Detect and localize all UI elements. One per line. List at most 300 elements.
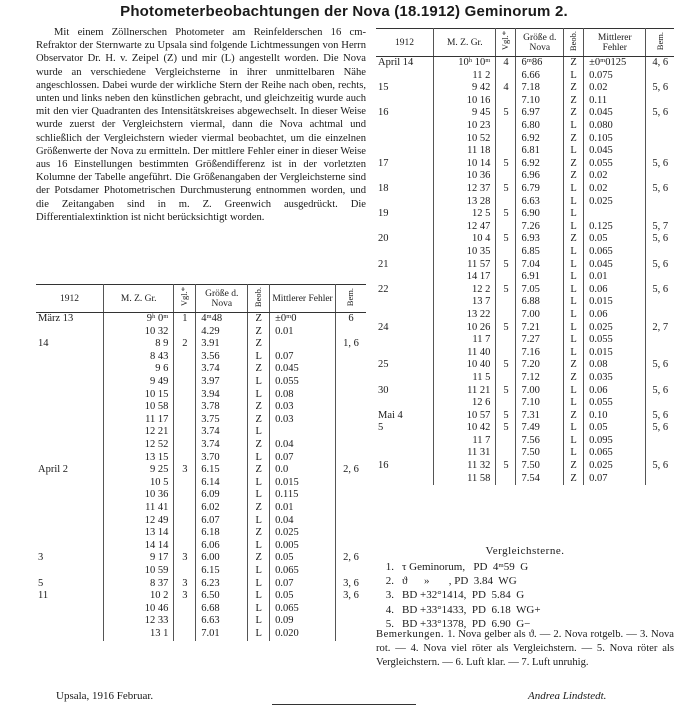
cell-mag: 7.56 (516, 435, 564, 448)
cell-beob: L (564, 435, 584, 448)
cell-date (376, 309, 434, 322)
cell-vgl (496, 447, 516, 460)
cell-vgl (496, 196, 516, 209)
cell-bem: 5, 6 (646, 233, 674, 246)
cell-mag: 6.79 (516, 183, 564, 196)
cell-err: 0.08 (270, 389, 336, 402)
col-err: Mittlerer Fehler (584, 29, 646, 57)
table-row (376, 347, 674, 360)
cell-err: 0.055 (584, 158, 646, 171)
comparison-star-text: ϑ » , PD 3.84 WG (402, 575, 517, 588)
cell-date: 14 (38, 338, 49, 350)
cell-beob: Z (564, 170, 584, 183)
cell-date (36, 439, 104, 452)
cell-beob: Z (564, 410, 584, 423)
table-header-row (36, 285, 366, 313)
cell-date: 25 (378, 359, 389, 371)
cell-bem (335, 363, 366, 376)
intro-text: Mit einem Zöllnerschen Photometer am Reinfelderschen 16 cm-Refraktor der Sternwarte zu Upsala sind folgende Lichtmessungen von Herrn Observator Dr. H. v. Zeipel (Z) und mir (L) angestellt worden. Die Nova wurde an verschiedene Vergleichsterne in ihrer unmittelbaren Nähe angeschlossen. Dabei wurde der wirkliche Stern der Reihe nach oben, rechts, unten und links neben den künstlichen gebracht, und gleichzeitig wurde auch mit den vier Quadranten des Intensitätskreises abgewechselt. In dieser Weise wurde zuerst der Vergleichstern viermal, dann die Nova achtmal und schließlich der Vergleichstern wieder viermal beobachtet, um die einzelnen Größenwerte der Nova zu ermitteln. Der mittlere Fehler einer in dieser Weise aus 16 Einstellungen bestimmten Größendifferenz ist in der vorletzten Kolumne der Tabelle angeführt. Die Größenangaben der Vergleichsterne sind der Potsdamer Photometrischen Durchmusterung entnommen worden, und die Zeitangaben sind in m. Z. Greenwich ausgedrückt. Die Differentialextinktion ist nicht berücksichtigt worden. (36, 27, 366, 223)
comparison-star-number: 5. (385, 617, 394, 630)
cell-bem: 5, 6 (646, 259, 674, 272)
cell-date: 24 (378, 321, 389, 333)
cell-bem (646, 271, 674, 284)
table-row (36, 540, 366, 553)
cell-time: 12 33 (104, 615, 174, 628)
comparison-star-text: BD +33°1433, PD 6.18 WG+ (402, 603, 541, 616)
comparison-list (376, 560, 674, 631)
cell-beob: Z (248, 338, 270, 351)
table-row (376, 422, 674, 435)
cell-mag: 7.26 (516, 221, 564, 234)
cell-bem (646, 347, 674, 360)
cell-vgl (496, 120, 516, 133)
cell-beob: L (564, 70, 584, 83)
cell-time: 10 14 (434, 158, 496, 171)
cell-vgl (174, 615, 196, 628)
cell-beob: Z (564, 158, 584, 171)
cell-beob: L (564, 284, 584, 297)
cell-vgl (496, 473, 516, 486)
cell-time: 10 46 (104, 603, 174, 616)
cell-mag: 4ᵐ48 (196, 313, 248, 326)
cell-date (36, 477, 104, 490)
cell-bem: 6 (335, 313, 366, 326)
cell-err: 0.07 (270, 452, 336, 465)
cell-date (376, 473, 434, 486)
cell-date (376, 347, 434, 360)
cell-date (36, 515, 104, 528)
cell-err: 0.10 (584, 410, 646, 423)
cell-vgl (174, 376, 196, 389)
cell-bem (646, 334, 674, 347)
cell-date (36, 540, 104, 553)
cell-vgl: 4 (496, 57, 516, 70)
cell-vgl (174, 401, 196, 414)
cell-vgl (174, 363, 196, 376)
cell-date (36, 452, 104, 465)
cell-mag: 7.18 (516, 82, 564, 95)
cell-bem (335, 603, 366, 616)
cell-err: 0.07 (270, 578, 336, 591)
cell-beob: L (564, 385, 584, 398)
observations-table-left (36, 284, 366, 641)
cell-beob: L (564, 296, 584, 309)
cell-bem: 5, 6 (646, 410, 674, 423)
cell-vgl (174, 515, 196, 528)
cell-bem: 2, 7 (646, 322, 674, 335)
cell-err: 0.02 (584, 170, 646, 183)
cell-beob: L (564, 246, 584, 259)
cell-vgl (174, 540, 196, 553)
cell-time: 8 43 (104, 351, 174, 364)
cell-time: 9 17 (104, 552, 174, 565)
cell-time: 9ʰ 0ᵐ (104, 313, 174, 326)
cell-time: 10 36 (434, 170, 496, 183)
cell-err: 0.06 (584, 385, 646, 398)
cell-mag: 7.00 (516, 385, 564, 398)
cell-bem (335, 389, 366, 402)
cell-err: 0.05 (584, 233, 646, 246)
cell-beob: L (248, 452, 270, 465)
cell-err: 0.055 (584, 397, 646, 410)
cell-err: 0.08 (584, 359, 646, 372)
cell-time: 10 52 (434, 133, 496, 146)
cell-vgl (496, 145, 516, 158)
table-row (376, 133, 674, 146)
cell-beob: L (248, 615, 270, 628)
cell-err: 0.05 (584, 422, 646, 435)
cell-time: 10 40 (434, 359, 496, 372)
cell-bem: 4, 6 (646, 57, 674, 70)
cell-vgl (496, 221, 516, 234)
cell-vgl: 5 (496, 410, 516, 423)
table-row (36, 414, 366, 427)
cell-beob: L (564, 120, 584, 133)
table-row (376, 284, 674, 297)
cell-date (36, 502, 104, 515)
cell-vgl (496, 334, 516, 347)
cell-vgl (496, 435, 516, 448)
cell-time: 10 58 (104, 401, 174, 414)
cell-err: 0.01 (584, 271, 646, 284)
cell-beob: L (248, 578, 270, 591)
cell-beob: Z (248, 401, 270, 414)
cell-time: 13 28 (434, 196, 496, 209)
table-row (376, 145, 674, 158)
cell-time: 11 7 (434, 435, 496, 448)
cell-date (376, 120, 434, 133)
table-row (376, 107, 674, 120)
cell-time: 10 15 (104, 389, 174, 402)
cell-mag: 7.50 (516, 460, 564, 473)
table-row (36, 452, 366, 465)
cell-vgl (174, 527, 196, 540)
cell-vgl: 5 (496, 158, 516, 171)
cell-mag: 6.02 (196, 502, 248, 515)
cell-vgl (174, 439, 196, 452)
cell-time: 9 42 (434, 82, 496, 95)
cell-bem (646, 95, 674, 108)
cell-bem (646, 296, 674, 309)
comparison-star-text: BD +33°1378, PD 6.90 G− (402, 617, 531, 630)
table-row (36, 628, 366, 641)
cell-vgl (496, 246, 516, 259)
table-row (36, 376, 366, 389)
cell-time: 9 6 (104, 363, 174, 376)
cell-err: 0.105 (584, 133, 646, 146)
cell-err: 0.115 (270, 489, 336, 502)
cell-date (376, 221, 434, 234)
cell-mag: 7.01 (196, 628, 248, 641)
comparison-star-item (376, 588, 674, 602)
cell-mag: 3.97 (196, 376, 248, 389)
cell-mag: 6.93 (516, 233, 564, 246)
cell-vgl (174, 489, 196, 502)
cell-bem (335, 401, 366, 414)
cell-err: 0.025 (584, 196, 646, 209)
cell-mag: 6.97 (516, 107, 564, 120)
cell-err: 0.05 (270, 552, 336, 565)
cell-bem (335, 540, 366, 553)
cell-beob: Z (564, 359, 584, 372)
cell-vgl: 3 (174, 578, 196, 591)
cell-beob: Z (564, 460, 584, 473)
cell-date: 21 (378, 258, 389, 270)
cell-time: 13 14 (104, 527, 174, 540)
cell-vgl (496, 170, 516, 183)
cell-date (376, 435, 434, 448)
table-row (36, 326, 366, 339)
cell-mag: 3.94 (196, 389, 248, 402)
cell-date (376, 70, 434, 83)
cell-bem (335, 376, 366, 389)
cell-bem: 5, 6 (646, 460, 674, 473)
cell-mag: 7.12 (516, 372, 564, 385)
table-row (376, 372, 674, 385)
cell-beob: Z (564, 233, 584, 246)
cell-time: 13 7 (434, 296, 496, 309)
cell-beob: L (564, 208, 584, 221)
cell-vgl (496, 397, 516, 410)
cell-date (376, 246, 434, 259)
cell-beob: Z (248, 313, 270, 326)
cell-vgl (174, 414, 196, 427)
cell-time: 10 36 (104, 489, 174, 502)
cell-date (36, 615, 104, 628)
cell-bem: 5, 6 (646, 158, 674, 171)
cell-date: 5 (378, 422, 384, 434)
cell-bem: 3, 6 (335, 578, 366, 591)
cell-vgl: 5 (496, 422, 516, 435)
cell-date: 19 (378, 208, 389, 220)
table-row (376, 57, 674, 70)
cell-beob: L (564, 309, 584, 322)
table-body-left (36, 313, 366, 641)
cell-mag: 6.66 (516, 70, 564, 83)
table-row (376, 296, 674, 309)
col-mag: Größe d. Nova (516, 29, 564, 57)
col-vgl: Vgl.* (174, 285, 196, 313)
table-row (36, 477, 366, 490)
table-row (376, 259, 674, 272)
cell-time: 13 1 (104, 628, 174, 641)
cell-time: 12 49 (104, 515, 174, 528)
table-row (376, 410, 674, 423)
cell-vgl: 4 (496, 82, 516, 95)
comparison-star-number: 1. (385, 561, 394, 573)
cell-bem (646, 246, 674, 259)
cell-vgl: 3 (174, 464, 196, 477)
table-row (376, 246, 674, 259)
col-time: M. Z. Gr. (434, 29, 496, 57)
cell-date: April 2 (38, 464, 69, 476)
table-row (36, 565, 366, 578)
cell-vgl: 2 (174, 338, 196, 351)
cell-bem (335, 565, 366, 578)
cell-date (376, 170, 434, 183)
cell-beob: L (564, 183, 584, 196)
cell-err: 0.055 (584, 334, 646, 347)
cell-beob: L (248, 426, 270, 439)
cell-vgl (496, 70, 516, 83)
col-time: M. Z. Gr. (104, 285, 174, 313)
cell-beob: Z (248, 527, 270, 540)
cell-mag: 6.92 (516, 133, 564, 146)
cell-time: 9 49 (104, 376, 174, 389)
cell-beob: Z (564, 82, 584, 95)
table-row (376, 233, 674, 246)
cell-time: 11 58 (434, 473, 496, 486)
cell-err: 0.11 (584, 95, 646, 108)
cell-time: 10 2 (104, 590, 174, 603)
cell-time: 10 57 (434, 410, 496, 423)
table-row (376, 221, 674, 234)
table-row (376, 322, 674, 335)
cell-bem (646, 397, 674, 410)
col-bem: Bem. (646, 29, 674, 57)
cell-bem: 5, 6 (646, 82, 674, 95)
cell-date: 3 (38, 552, 44, 564)
table-row (36, 401, 366, 414)
cell-mag: 6.18 (196, 527, 248, 540)
cell-bem: 5, 6 (646, 107, 674, 120)
cell-beob: L (564, 422, 584, 435)
cell-time: 14 14 (104, 540, 174, 553)
cell-bem (335, 615, 366, 628)
cell-err: ±0ᵐ0125 (584, 57, 646, 70)
cell-time: 13 15 (104, 452, 174, 465)
table-row (36, 426, 366, 439)
cell-date: Mai 4 (378, 409, 403, 421)
cell-beob: Z (248, 414, 270, 427)
cell-mag: 6.80 (516, 120, 564, 133)
cell-time: 13 22 (434, 309, 496, 322)
cell-bem (335, 628, 366, 641)
cell-err: 0.07 (270, 351, 336, 364)
cell-date (36, 426, 104, 439)
table-row (36, 439, 366, 452)
cell-beob: L (248, 515, 270, 528)
cell-time: 12 52 (104, 439, 174, 452)
cell-beob: L (248, 376, 270, 389)
table-header-row (376, 29, 674, 57)
cell-bem: 5, 6 (646, 385, 674, 398)
cell-mag: 3.56 (196, 351, 248, 364)
comparison-star-number: 2. (385, 575, 394, 588)
cell-bem (646, 133, 674, 146)
cell-beob: Z (564, 372, 584, 385)
cell-vgl (174, 351, 196, 364)
cell-beob: L (248, 603, 270, 616)
cell-vgl: 5 (496, 284, 516, 297)
cell-vgl (496, 309, 516, 322)
cell-date: 16 (378, 107, 389, 119)
col-vgl: Vgl.* (496, 29, 516, 57)
cell-time: 14 17 (434, 271, 496, 284)
cell-err: 0.03 (270, 401, 336, 414)
cell-vgl (496, 372, 516, 385)
cell-time: 10 59 (104, 565, 174, 578)
cell-bem (335, 452, 366, 465)
cell-beob: L (248, 489, 270, 502)
table-row (36, 515, 366, 528)
cell-date (36, 376, 104, 389)
cell-date (376, 397, 434, 410)
table-row (376, 473, 674, 486)
cell-time: 11 32 (434, 460, 496, 473)
cell-beob: L (564, 447, 584, 460)
cell-bem (335, 351, 366, 364)
cell-vgl: 5 (496, 259, 516, 272)
cell-time: 12 37 (434, 183, 496, 196)
table-row (376, 70, 674, 83)
cell-err: 0.015 (584, 347, 646, 360)
cell-beob: L (564, 196, 584, 209)
cell-mag: 6.63 (196, 615, 248, 628)
table-row (36, 363, 366, 376)
comparison-star-item (376, 560, 674, 574)
cell-bem: 5, 6 (646, 422, 674, 435)
table-row (36, 489, 366, 502)
comparison-star-number: 4. (385, 603, 394, 616)
cell-date: März 13 (38, 313, 74, 325)
cell-mag: 6.90 (516, 208, 564, 221)
cell-beob: Z (248, 502, 270, 515)
cell-mag: 6ᵐ86 (516, 57, 564, 70)
cell-time: 11 40 (434, 347, 496, 360)
table-row (376, 271, 674, 284)
cell-err: 0.06 (584, 284, 646, 297)
table-row (376, 120, 674, 133)
cell-vgl (496, 133, 516, 146)
cell-bem (335, 414, 366, 427)
cell-beob: L (564, 271, 584, 284)
cell-bem (646, 435, 674, 448)
cell-mag: 3.74 (196, 426, 248, 439)
cell-bem (335, 439, 366, 452)
table-row (376, 309, 674, 322)
cell-mag: 7.16 (516, 347, 564, 360)
cell-time: 9 45 (434, 107, 496, 120)
cell-err: 0.025 (584, 322, 646, 335)
cell-err: 0.095 (584, 435, 646, 448)
cell-vgl: 5 (496, 183, 516, 196)
cell-vgl (496, 296, 516, 309)
cell-mag: 6.15 (196, 464, 248, 477)
table-row (376, 183, 674, 196)
cell-date (376, 296, 434, 309)
cell-date (376, 196, 434, 209)
cell-time: 11 21 (434, 385, 496, 398)
cell-date (36, 363, 104, 376)
cell-time: 10 16 (434, 95, 496, 108)
cell-date: 17 (378, 157, 389, 169)
cell-date: 11 (38, 590, 49, 602)
cell-vgl: 5 (496, 322, 516, 335)
cell-vgl: 5 (496, 233, 516, 246)
cell-mag: 6.96 (516, 170, 564, 183)
cell-err: 0.045 (270, 363, 336, 376)
table-row (36, 578, 366, 591)
cell-err: 0.065 (270, 565, 336, 578)
cell-beob: L (564, 145, 584, 158)
table-row (376, 95, 674, 108)
table-row (36, 351, 366, 364)
cell-bem (646, 372, 674, 385)
comparison-star-text: τ Geminorum, PD 4ᵐ59 G (402, 561, 529, 573)
cell-bem: 2, 6 (335, 464, 366, 477)
cell-beob: L (564, 259, 584, 272)
